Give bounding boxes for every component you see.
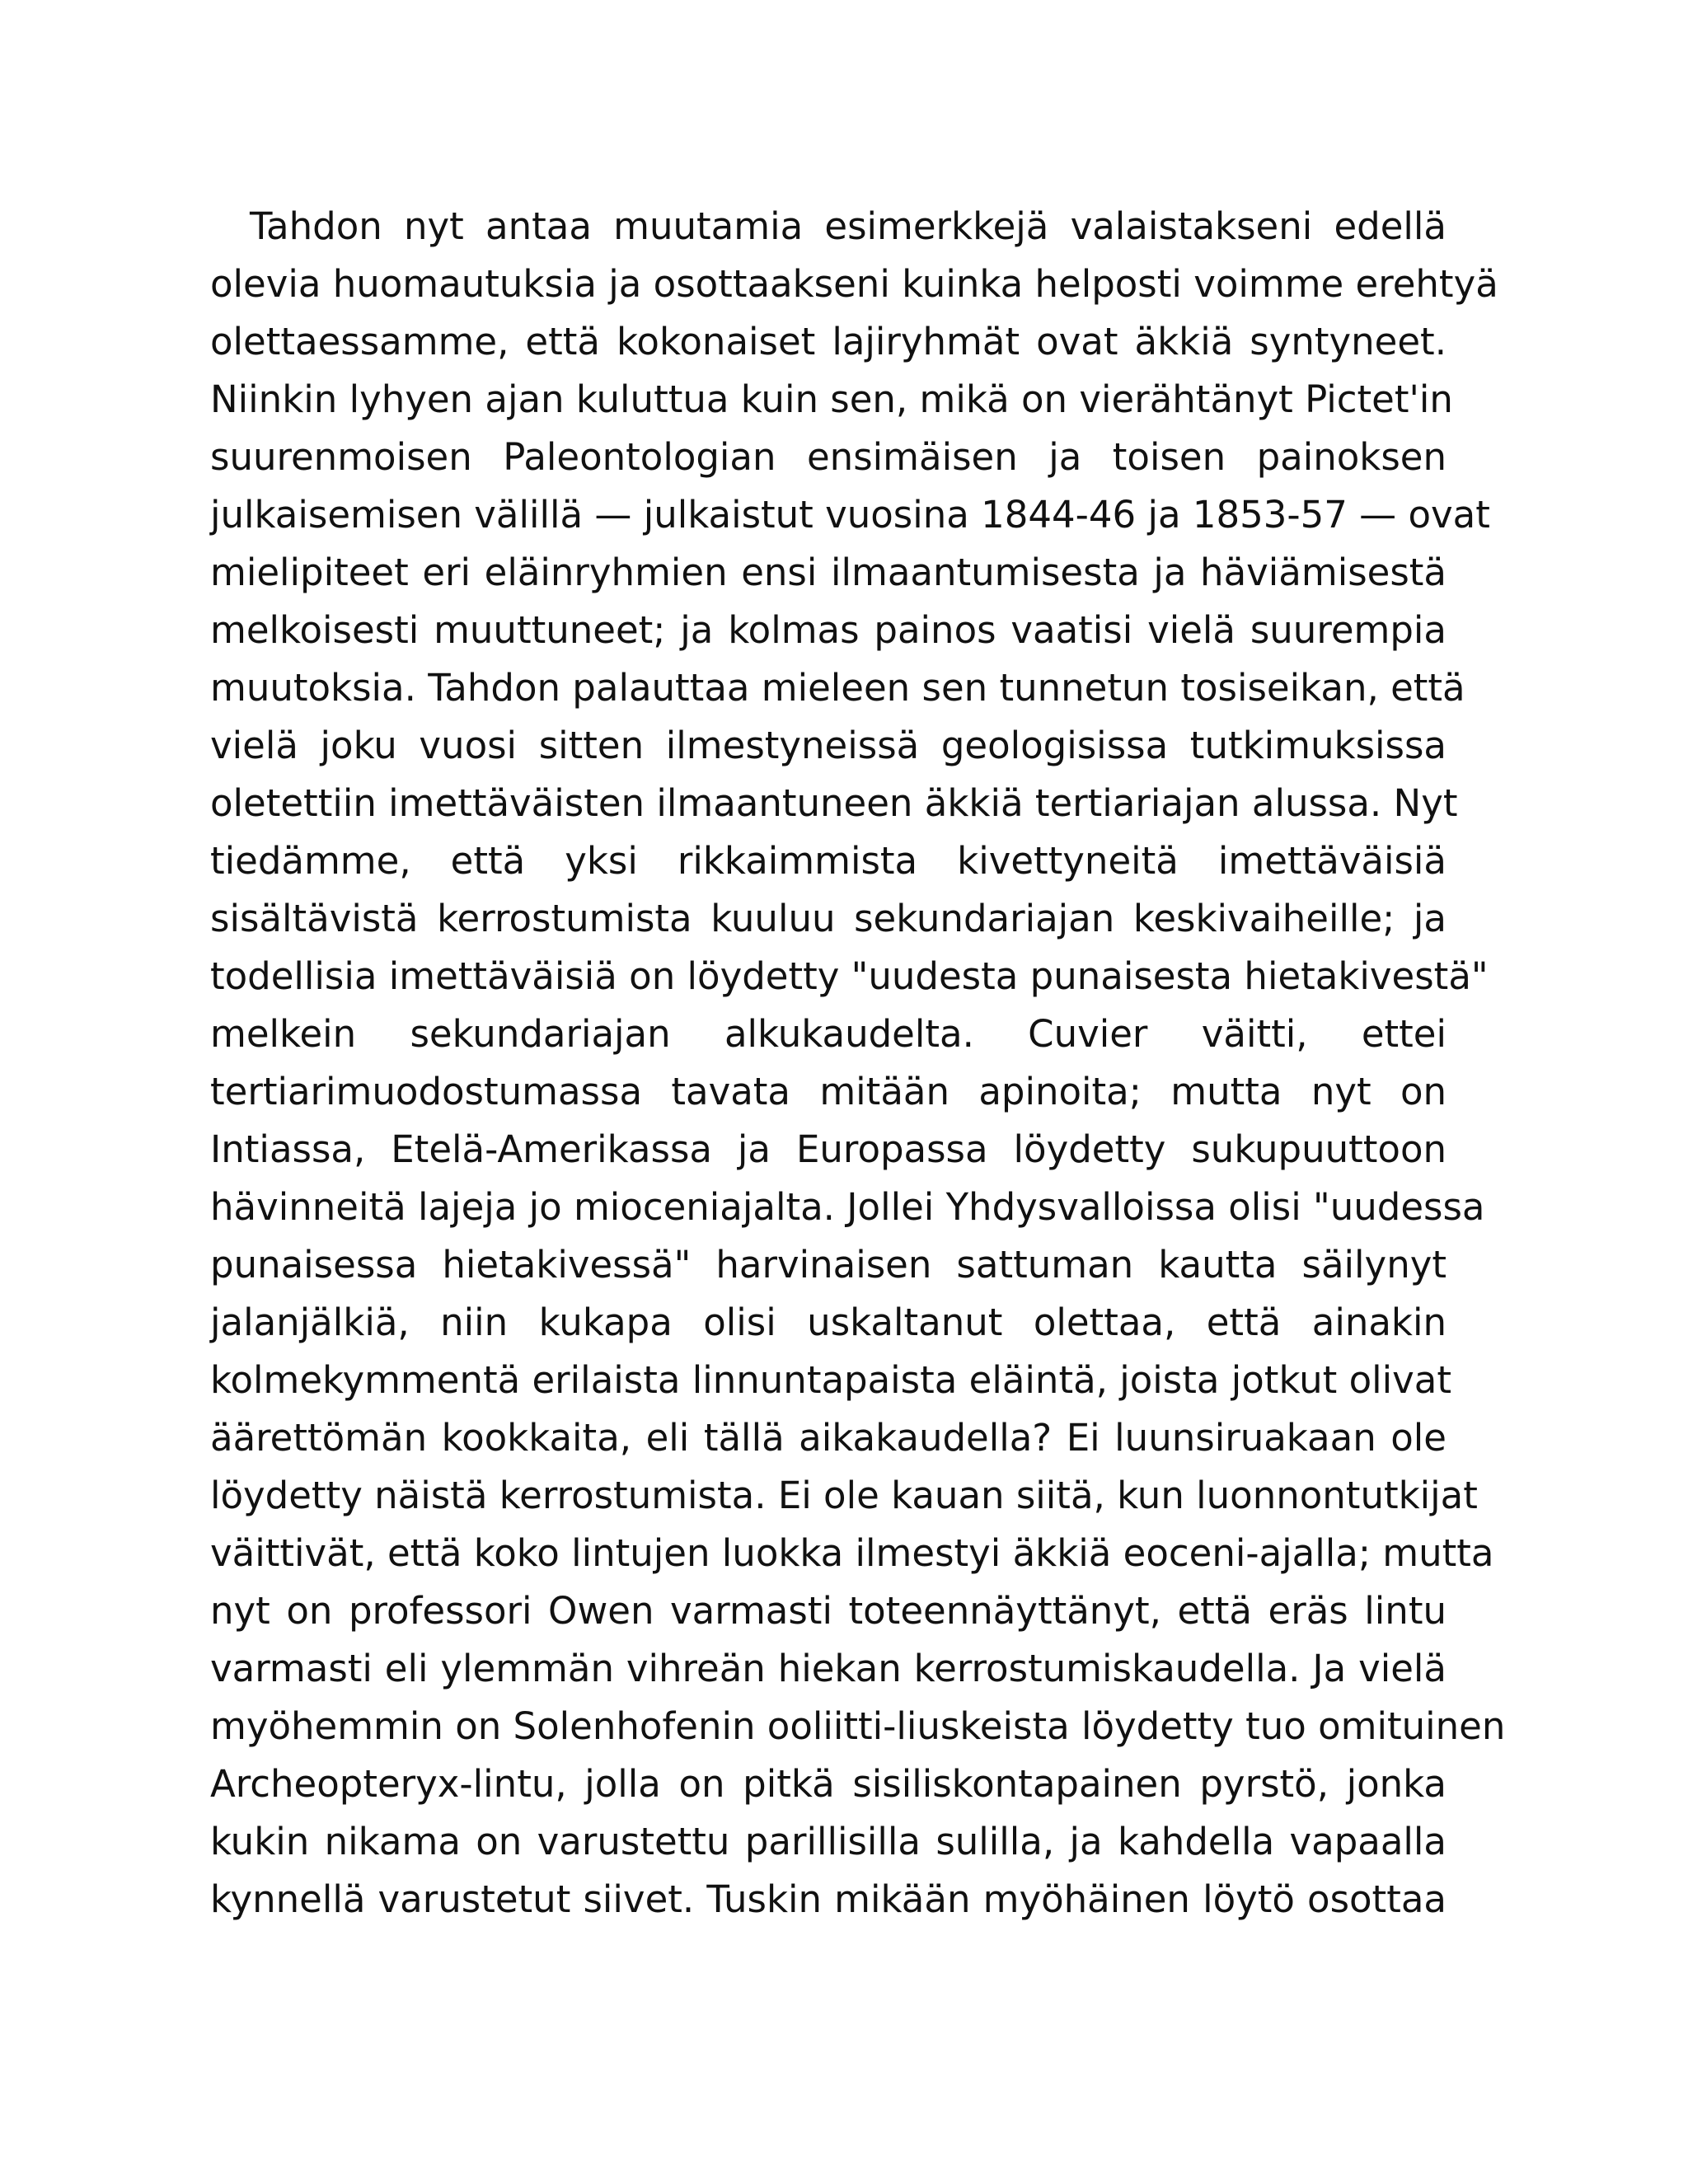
text-line: Niinkin lyhyen ajan kuluttua kuin sen, mikä on vierähtänyt Pictet'in [210, 377, 1453, 421]
text-line: myöhemmin on Solenhofenin ooliitti-liuskeista löydetty tuo omituinen [210, 1704, 1506, 1748]
text-line: äärettömän kookkaita, eli tällä aikakaudella? Ei luunsiruakaan ole [210, 1416, 1447, 1460]
text-line: olettaessamme, että kokonaiset lajiryhmät ovat äkkiä syntyneet. [210, 320, 1447, 363]
text-line: löydetty näistä kerrostumista. Ei ole kauan siitä, kun luonnontutkijat [210, 1474, 1478, 1517]
text-line: sisältävistä kerrostumista kuuluu sekundariajan keskivaiheille; ja [210, 897, 1447, 940]
text-line: kynnellä varustetut siivet. Tuskin mikään myöhäinen löytö osottaa [210, 1877, 1447, 1921]
text-line: väittivät, että koko lintujen luokka ilmestyi äkkiä eoceni-ajalla; mutta [210, 1531, 1494, 1575]
text-line: kukin nikama on varustettu parillisilla sulilla, ja kahdella vapaalla [210, 1820, 1447, 1863]
text-line: varmasti eli ylemmän vihreän hiekan kerrostumiskaudella. Ja vielä [210, 1647, 1447, 1690]
text-line: mielipiteet eri eläinryhmien ensi ilmaantumisesta ja häviämisestä [210, 551, 1447, 594]
text-line: jalanjälkiä, niin kukapa olisi uskaltanut olettaa, että ainakin [210, 1301, 1447, 1344]
text-line: tiedämme, että yksi rikkaimmista kivettyneitä imettäväisiä [210, 839, 1447, 883]
text-line: tertiarimuodostumassa tavata mitään apinoita; mutta nyt on [210, 1070, 1447, 1113]
text-line: Intiassa, Etelä-Amerikassa ja Europassa löydetty sukupuuttoon [210, 1127, 1447, 1171]
text-line: Archeopteryx-lintu, jolla on pitkä sisiliskontapainen pyrstö, jonka [210, 1762, 1447, 1806]
text-line: vielä joku vuosi sitten ilmestyneissä geologisissa tutkimuksissa [210, 724, 1447, 767]
text-line: melkein sekundariajan alkukaudelta. Cuvier väitti, ettei [210, 1012, 1447, 1056]
text-line: olevia huomautuksia ja osottaakseni kuinka helposti voimme erehtyä [210, 262, 1498, 306]
text-line: kolmekymmentä erilaista linnuntapaista eläintä, joista jotkut olivat [210, 1358, 1451, 1402]
text-line: Tahdon nyt antaa muutamia esimerkkejä valaistakseni edellä [250, 204, 1447, 248]
text-line: melkoisesti muuttuneet; ja kolmas painos vaatisi vielä suurempia [210, 608, 1447, 652]
text-line: hävinneitä lajeja jo mioceniajalta. Jollei Yhdysvalloissa olisi "uudessa [210, 1185, 1485, 1229]
text-line: todellisia imettäväisiä on löydetty "uudesta punaisesta hietakivestä" [210, 954, 1489, 998]
text-line: nyt on professori Owen varmasti toteennäyttänyt, että eräs lintu [210, 1589, 1447, 1633]
text-line: julkaisemisen välillä — julkaistut vuosina 1844-46 ja 1853-57 — ovat [210, 493, 1490, 537]
text-line: oletettiin imettäväisten ilmaantuneen äkkiä tertiariajan alussa. Nyt [210, 781, 1458, 825]
text-line: punaisessa hietakivessä" harvinaisen sattuman kautta säilynyt [210, 1243, 1447, 1286]
text-line: suurenmoisen Paleontologian ensimäisen ja toisen painoksen [210, 435, 1447, 479]
text-line: muutoksia. Tahdon palauttaa mieleen sen tunnetun tosiseikan, että [210, 666, 1465, 710]
body-paragraph [210, 198, 1506, 1929]
